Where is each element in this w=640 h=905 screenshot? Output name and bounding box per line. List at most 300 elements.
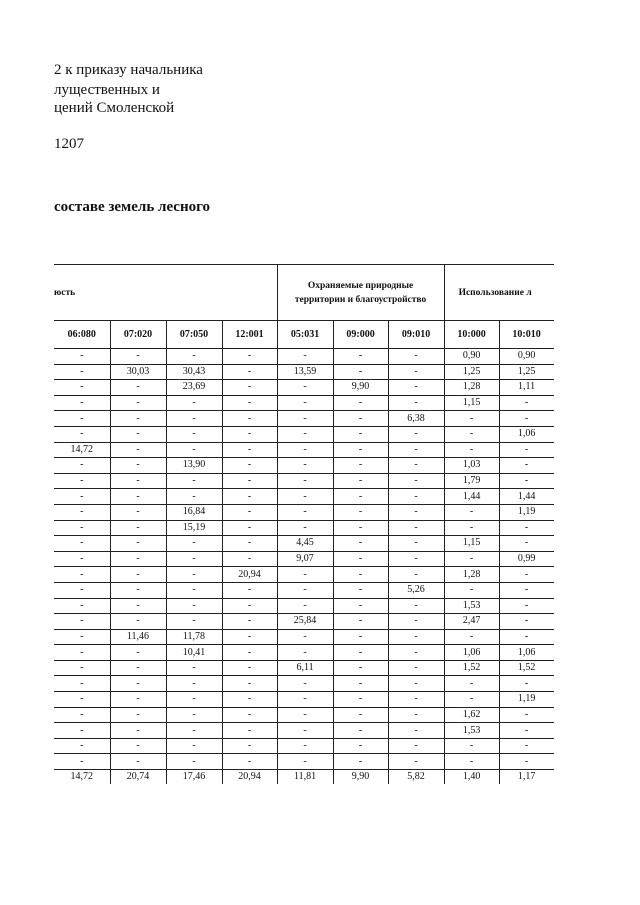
table-cell: 1,25 xyxy=(499,364,554,380)
table-cell: 1,53 xyxy=(444,598,499,614)
table-row xyxy=(54,598,554,614)
column-code-07-050: 07:050 xyxy=(166,321,222,349)
total-cell: 5,82 xyxy=(388,770,444,784)
table-cell: - xyxy=(388,551,444,567)
table-cell: - xyxy=(166,692,222,708)
table-cell: - xyxy=(277,442,333,458)
table-cell: - xyxy=(54,707,110,723)
table-cell: - xyxy=(333,707,388,723)
table-cell: - xyxy=(222,442,277,458)
table-cell: 1,28 xyxy=(444,380,499,396)
table-cell: - xyxy=(499,754,554,770)
table-cell: - xyxy=(333,504,388,520)
table-cell: - xyxy=(499,629,554,645)
total-cell: 17,46 xyxy=(166,770,222,784)
table-cell: - xyxy=(333,723,388,739)
total-cell: 14,72 xyxy=(54,770,110,784)
table-cell: - xyxy=(54,411,110,427)
total-cell: 1,40 xyxy=(444,770,499,784)
table-row xyxy=(54,442,554,458)
table-cell: - xyxy=(222,629,277,645)
table-cell: - xyxy=(499,707,554,723)
table-row xyxy=(54,738,554,754)
table-cell: - xyxy=(333,754,388,770)
table-cell: - xyxy=(277,676,333,692)
table-cell: - xyxy=(444,676,499,692)
table-cell: - xyxy=(277,707,333,723)
table-cell: - xyxy=(166,676,222,692)
table-cell: - xyxy=(222,754,277,770)
table-cell: - xyxy=(110,473,166,489)
table-cell: - xyxy=(388,738,444,754)
table-cell: - xyxy=(110,582,166,598)
column-code-10-010: 10:010 xyxy=(499,321,554,349)
table-row xyxy=(54,458,554,474)
table-cell: - xyxy=(333,411,388,427)
table-cell: - xyxy=(222,364,277,380)
table-cell: - xyxy=(388,567,444,583)
table-cell: - xyxy=(277,426,333,442)
table-cell: 4,45 xyxy=(277,536,333,552)
table-cell: - xyxy=(333,738,388,754)
column-code-05-031: 05:031 xyxy=(277,321,333,349)
table-cell: - xyxy=(388,629,444,645)
table-cell: - xyxy=(388,754,444,770)
group-header-protected-line-2: территории и благоустройство xyxy=(294,294,427,305)
table-cell: - xyxy=(222,660,277,676)
table-cell: - xyxy=(444,551,499,567)
table-cell: - xyxy=(110,458,166,474)
table-cell: - xyxy=(444,520,499,536)
table-cell: 1,52 xyxy=(499,660,554,676)
table-cell: - xyxy=(333,442,388,458)
table-cell: 0,99 xyxy=(499,551,554,567)
table-cell: - xyxy=(54,754,110,770)
table-cell: 1,44 xyxy=(499,489,554,505)
table-cell: 1,52 xyxy=(444,660,499,676)
table-cell: - xyxy=(444,629,499,645)
table-cell: - xyxy=(333,458,388,474)
table-cell: - xyxy=(499,442,554,458)
table-cell: - xyxy=(333,660,388,676)
table-body xyxy=(54,349,554,785)
table-cell: - xyxy=(166,707,222,723)
table-cell: - xyxy=(54,458,110,474)
table-cell: - xyxy=(54,629,110,645)
table-cell: - xyxy=(110,676,166,692)
table-cell: - xyxy=(499,520,554,536)
table-totals-row xyxy=(54,770,554,784)
table-cell: - xyxy=(444,442,499,458)
table-cell: - xyxy=(222,349,277,365)
table-cell: - xyxy=(166,754,222,770)
table-cell: - xyxy=(333,567,388,583)
table-cell: - xyxy=(54,582,110,598)
table-row xyxy=(54,489,554,505)
table-cell: - xyxy=(333,614,388,630)
table-cell: 11,78 xyxy=(166,629,222,645)
table-cell: - xyxy=(499,395,554,411)
total-cell: 11,81 xyxy=(277,770,333,784)
table-cell: - xyxy=(166,738,222,754)
table-cell: - xyxy=(333,520,388,536)
table-cell: - xyxy=(499,411,554,427)
table-cell: 1,19 xyxy=(499,504,554,520)
table-cell: 9,07 xyxy=(277,551,333,567)
table-cell: 6,11 xyxy=(277,660,333,676)
table-cell: - xyxy=(277,723,333,739)
table-cell: - xyxy=(110,520,166,536)
table-cell: - xyxy=(110,567,166,583)
table-cell: 13,59 xyxy=(277,364,333,380)
table-cell: - xyxy=(166,536,222,552)
table-cell: - xyxy=(222,614,277,630)
table-cell: - xyxy=(333,536,388,552)
table-cell: - xyxy=(333,645,388,661)
table-cell: - xyxy=(277,473,333,489)
table-cell: - xyxy=(54,738,110,754)
table-cell: - xyxy=(54,536,110,552)
table-cell: - xyxy=(54,645,110,661)
table-cell: 1,53 xyxy=(444,723,499,739)
table-cell: - xyxy=(277,380,333,396)
table-cell: - xyxy=(54,349,110,365)
table-row xyxy=(54,349,554,365)
table-cell: - xyxy=(277,754,333,770)
table-cell: - xyxy=(54,660,110,676)
table-cell: 1,11 xyxy=(499,380,554,396)
table-cell: - xyxy=(110,551,166,567)
table-cell: - xyxy=(166,426,222,442)
table-cell: - xyxy=(499,536,554,552)
table-cell: - xyxy=(388,660,444,676)
table-cell: - xyxy=(222,520,277,536)
group-header-usage: Использование л xyxy=(444,265,554,321)
table-cell: - xyxy=(388,645,444,661)
table-cell: - xyxy=(222,676,277,692)
table-cell: - xyxy=(388,442,444,458)
table-row xyxy=(54,754,554,770)
table-cell: - xyxy=(277,520,333,536)
table-cell: - xyxy=(388,692,444,708)
total-cell: 20,74 xyxy=(110,770,166,784)
group-header-row xyxy=(54,265,554,321)
table-cell: - xyxy=(222,426,277,442)
table-cell: - xyxy=(222,645,277,661)
land-table-viewport xyxy=(54,264,554,784)
header-line-1: 2 к приказу начальника xyxy=(54,62,203,78)
total-cell: 20,94 xyxy=(222,770,277,784)
table-cell: 14,72 xyxy=(54,442,110,458)
table-cell: - xyxy=(222,536,277,552)
table-cell: - xyxy=(110,754,166,770)
table-cell: - xyxy=(277,629,333,645)
table-cell: - xyxy=(333,473,388,489)
table-cell: - xyxy=(222,582,277,598)
table-cell: 1,79 xyxy=(444,473,499,489)
table-cell: - xyxy=(166,395,222,411)
table-cell: - xyxy=(222,551,277,567)
table-row xyxy=(54,520,554,536)
table-row xyxy=(54,707,554,723)
table-cell: - xyxy=(222,738,277,754)
table-cell: - xyxy=(110,614,166,630)
table-row xyxy=(54,364,554,380)
table-cell: - xyxy=(110,411,166,427)
table-cell: 30,03 xyxy=(110,364,166,380)
table-cell: - xyxy=(110,660,166,676)
table-row xyxy=(54,582,554,598)
table-cell: - xyxy=(166,598,222,614)
table-cell: - xyxy=(388,676,444,692)
table-row xyxy=(54,536,554,552)
table-cell: - xyxy=(110,489,166,505)
table-cell: - xyxy=(222,692,277,708)
table-cell: - xyxy=(333,349,388,365)
table-cell: - xyxy=(499,723,554,739)
table-cell: - xyxy=(110,738,166,754)
table-cell: 1,62 xyxy=(444,707,499,723)
table-cell: - xyxy=(388,380,444,396)
table-cell: - xyxy=(222,723,277,739)
table-cell: - xyxy=(444,504,499,520)
column-code-12-001: 12:001 xyxy=(222,321,277,349)
table-cell: - xyxy=(166,582,222,598)
table-cell: 16,84 xyxy=(166,504,222,520)
table-row xyxy=(54,473,554,489)
table-cell: 1,06 xyxy=(499,645,554,661)
table-cell: - xyxy=(54,598,110,614)
table-row xyxy=(54,629,554,645)
table-cell: 1,03 xyxy=(444,458,499,474)
table-cell: - xyxy=(277,504,333,520)
table-row xyxy=(54,723,554,739)
table-cell: - xyxy=(333,692,388,708)
table-cell: - xyxy=(222,458,277,474)
table-cell: - xyxy=(110,395,166,411)
table-cell: - xyxy=(166,411,222,427)
table-cell: - xyxy=(333,551,388,567)
table-cell: - xyxy=(110,504,166,520)
table-cell: - xyxy=(277,489,333,505)
table-cell: 1,25 xyxy=(444,364,499,380)
table-cell: - xyxy=(444,754,499,770)
table-cell: - xyxy=(166,473,222,489)
table-cell: - xyxy=(54,614,110,630)
table-cell: - xyxy=(388,614,444,630)
table-row xyxy=(54,395,554,411)
table-cell: 23,69 xyxy=(166,380,222,396)
table-cell: - xyxy=(54,380,110,396)
table-cell: - xyxy=(110,645,166,661)
table-row xyxy=(54,660,554,676)
group-header-forestry: юсть xyxy=(54,265,277,321)
table-cell: - xyxy=(166,442,222,458)
table-cell: - xyxy=(110,426,166,442)
table-row xyxy=(54,676,554,692)
table-cell: - xyxy=(166,489,222,505)
table-cell: 25,84 xyxy=(277,614,333,630)
table-cell: - xyxy=(388,536,444,552)
table-cell: 2,47 xyxy=(444,614,499,630)
table-cell: - xyxy=(54,723,110,739)
table-cell: - xyxy=(499,676,554,692)
table-cell: - xyxy=(277,692,333,708)
table-row xyxy=(54,504,554,520)
table-cell: 0,90 xyxy=(499,349,554,365)
table-cell: - xyxy=(110,536,166,552)
table-cell: - xyxy=(444,738,499,754)
table-cell: - xyxy=(222,473,277,489)
table-cell: - xyxy=(499,473,554,489)
table-cell: 1,44 xyxy=(444,489,499,505)
table-cell: - xyxy=(166,567,222,583)
table-cell: - xyxy=(166,723,222,739)
column-code-10-000: 10:000 xyxy=(444,321,499,349)
table-cell: 30,43 xyxy=(166,364,222,380)
table-cell: - xyxy=(388,395,444,411)
table-cell: - xyxy=(222,395,277,411)
column-code-09-010: 09:010 xyxy=(388,321,444,349)
table-cell: - xyxy=(277,349,333,365)
header-line-3: цений Смоленской xyxy=(54,100,175,116)
table-cell: - xyxy=(333,582,388,598)
table-cell: - xyxy=(333,489,388,505)
table-cell: 1,28 xyxy=(444,567,499,583)
table-cell: - xyxy=(444,582,499,598)
table-cell: 20,94 xyxy=(222,567,277,583)
table-cell: - xyxy=(333,426,388,442)
table-cell: 1,06 xyxy=(499,426,554,442)
table-cell: 1,19 xyxy=(499,692,554,708)
group-header-protected-territories xyxy=(277,265,444,321)
table-cell: - xyxy=(110,692,166,708)
table-cell: - xyxy=(388,520,444,536)
table-cell: - xyxy=(222,598,277,614)
land-composition-table xyxy=(54,264,554,784)
table-cell: - xyxy=(388,349,444,365)
table-cell: - xyxy=(110,349,166,365)
table-cell: - xyxy=(388,598,444,614)
column-codes-row xyxy=(54,321,554,349)
table-cell: 5,26 xyxy=(388,582,444,598)
table-cell: - xyxy=(444,692,499,708)
table-cell: - xyxy=(277,395,333,411)
table-row xyxy=(54,551,554,567)
section-title: составе земель лесного xyxy=(54,199,211,215)
table-cell: - xyxy=(277,411,333,427)
table-cell: 1,15 xyxy=(444,536,499,552)
table-cell: - xyxy=(222,489,277,505)
table-row xyxy=(54,411,554,427)
table-cell: - xyxy=(277,582,333,598)
table-cell: 1,15 xyxy=(444,395,499,411)
table-cell: - xyxy=(277,567,333,583)
table-cell: - xyxy=(54,489,110,505)
table-cell: 11,46 xyxy=(110,629,166,645)
table-cell: - xyxy=(222,411,277,427)
table-cell: 15,19 xyxy=(166,520,222,536)
table-cell: 1,06 xyxy=(444,645,499,661)
table-cell: - xyxy=(166,551,222,567)
table-cell: - xyxy=(54,473,110,489)
table-cell: - xyxy=(166,349,222,365)
group-header-protected-line-1: Охраняемые природные xyxy=(307,280,414,291)
table-cell: - xyxy=(444,426,499,442)
table-cell: - xyxy=(388,364,444,380)
table-cell: - xyxy=(388,458,444,474)
total-cell: 9,90 xyxy=(333,770,388,784)
table-cell: - xyxy=(388,426,444,442)
table-cell: - xyxy=(54,676,110,692)
table-cell: - xyxy=(277,458,333,474)
table-cell: - xyxy=(54,504,110,520)
table-row xyxy=(54,692,554,708)
table-cell: - xyxy=(110,380,166,396)
table-row xyxy=(54,614,554,630)
table-cell: - xyxy=(499,567,554,583)
total-cell: 1,17 xyxy=(499,770,554,784)
table-cell: - xyxy=(499,614,554,630)
table-cell: - xyxy=(54,567,110,583)
column-code-09-000: 09:000 xyxy=(333,321,388,349)
table-cell: - xyxy=(110,598,166,614)
table-cell: 9,90 xyxy=(333,380,388,396)
table-cell: - xyxy=(222,504,277,520)
table-cell: - xyxy=(277,738,333,754)
table-cell: - xyxy=(277,598,333,614)
table-cell: - xyxy=(110,707,166,723)
table-cell: - xyxy=(333,629,388,645)
header-line-2: лущественных и xyxy=(54,82,160,98)
table-cell: 10,41 xyxy=(166,645,222,661)
table-cell: - xyxy=(444,411,499,427)
table-row xyxy=(54,426,554,442)
table-cell: 6,38 xyxy=(388,411,444,427)
column-code-06-080: 06:080 xyxy=(54,321,110,349)
table-cell: - xyxy=(388,473,444,489)
table-cell: - xyxy=(333,676,388,692)
table-cell: - xyxy=(388,723,444,739)
table-row xyxy=(54,567,554,583)
table-cell: - xyxy=(54,426,110,442)
order-number: 1207 xyxy=(54,136,84,152)
table-cell: - xyxy=(333,598,388,614)
table-cell: - xyxy=(499,582,554,598)
table-cell: - xyxy=(110,723,166,739)
column-code-07-020: 07:020 xyxy=(110,321,166,349)
table-cell: - xyxy=(54,551,110,567)
table-cell: - xyxy=(388,489,444,505)
table-cell: - xyxy=(499,458,554,474)
table-cell: - xyxy=(54,692,110,708)
table-cell: - xyxy=(222,707,277,723)
table-cell: - xyxy=(54,395,110,411)
table-cell: - xyxy=(388,504,444,520)
table-row xyxy=(54,645,554,661)
table-row xyxy=(54,380,554,396)
table-cell: 13,90 xyxy=(166,458,222,474)
table-cell: - xyxy=(499,598,554,614)
table-cell: - xyxy=(110,442,166,458)
table-cell: 0,90 xyxy=(444,349,499,365)
table-cell: - xyxy=(277,645,333,661)
table-cell: - xyxy=(499,738,554,754)
table-cell: - xyxy=(333,395,388,411)
table-cell: - xyxy=(222,380,277,396)
table-cell: - xyxy=(166,614,222,630)
table-cell: - xyxy=(388,707,444,723)
